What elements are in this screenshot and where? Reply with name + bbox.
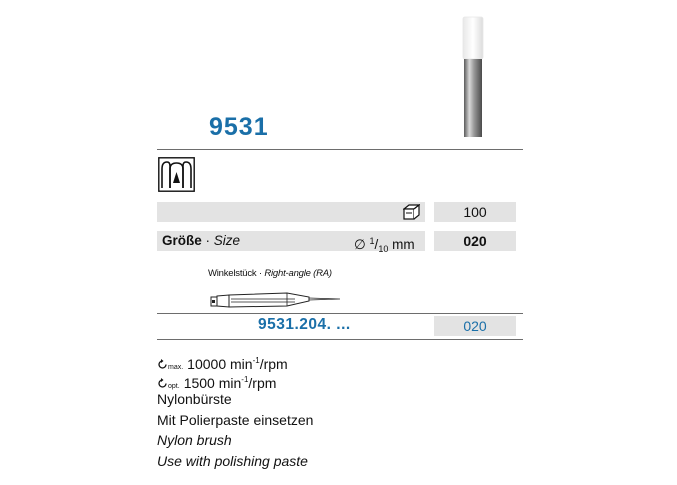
- order-number-suffix: .204. ...: [294, 316, 351, 333]
- max-speed-number: 10000 min: [187, 356, 253, 372]
- usage-de: Mit Polierpaste einsetzen: [157, 412, 314, 428]
- size-unit-denominator: 10: [378, 244, 389, 254]
- size-label-en: Size: [213, 233, 241, 248]
- description-en: [157, 430, 232, 450]
- order-number: [258, 316, 351, 334]
- size-unit-mm: mm: [392, 237, 415, 252]
- usage-en: [157, 451, 308, 471]
- size-label: [162, 232, 240, 250]
- max-speed-unit: /rpm: [259, 356, 288, 372]
- description-en-text: Nylon brush: [157, 432, 232, 448]
- tooth-icon: [158, 157, 195, 192]
- right-angle-instrument-image: [209, 287, 341, 311]
- usage-en-text: Use with polishing paste: [157, 453, 308, 469]
- divider-bottom: [157, 339, 523, 340]
- right-angle-caption: [208, 268, 332, 279]
- description-de: Nylonbürste: [157, 391, 232, 407]
- order-size-cell: 020: [434, 316, 516, 336]
- size-separator: ·: [205, 233, 211, 248]
- rotation-icon: [157, 378, 168, 389]
- package-icon: [403, 204, 420, 220]
- max-speed-label: max.: [168, 364, 184, 371]
- right-angle-caption-en: Right-angle (RA): [264, 268, 332, 279]
- product-number: 9531: [209, 113, 269, 141]
- max-speed-exponent: -1: [252, 356, 260, 365]
- opt-speed-unit: /rpm: [248, 375, 277, 391]
- size-label-de: Größe: [162, 233, 202, 248]
- rotation-icon: [157, 359, 168, 370]
- opt-speed-label: opt.: [168, 383, 180, 390]
- order-number-prefix: 9531: [258, 316, 295, 333]
- packing-row-bar: [157, 202, 425, 222]
- right-angle-caption-de: Winkelstück ·: [208, 268, 262, 279]
- opt-speed-number: 1500 min: [183, 375, 242, 391]
- size-unit: ∅ $^1/_{10}$ mm: [354, 236, 415, 254]
- divider-middle: [157, 313, 523, 314]
- diameter-symbol: ∅: [354, 237, 366, 252]
- instrument-image: [458, 15, 488, 137]
- opt-speed-exponent: -1: [241, 375, 249, 384]
- divider-top: [157, 149, 523, 150]
- pack-quantity-cell: 100: [434, 202, 516, 222]
- size-unit-numerator: 1: [369, 236, 375, 246]
- size-value-cell: 020: [434, 231, 516, 251]
